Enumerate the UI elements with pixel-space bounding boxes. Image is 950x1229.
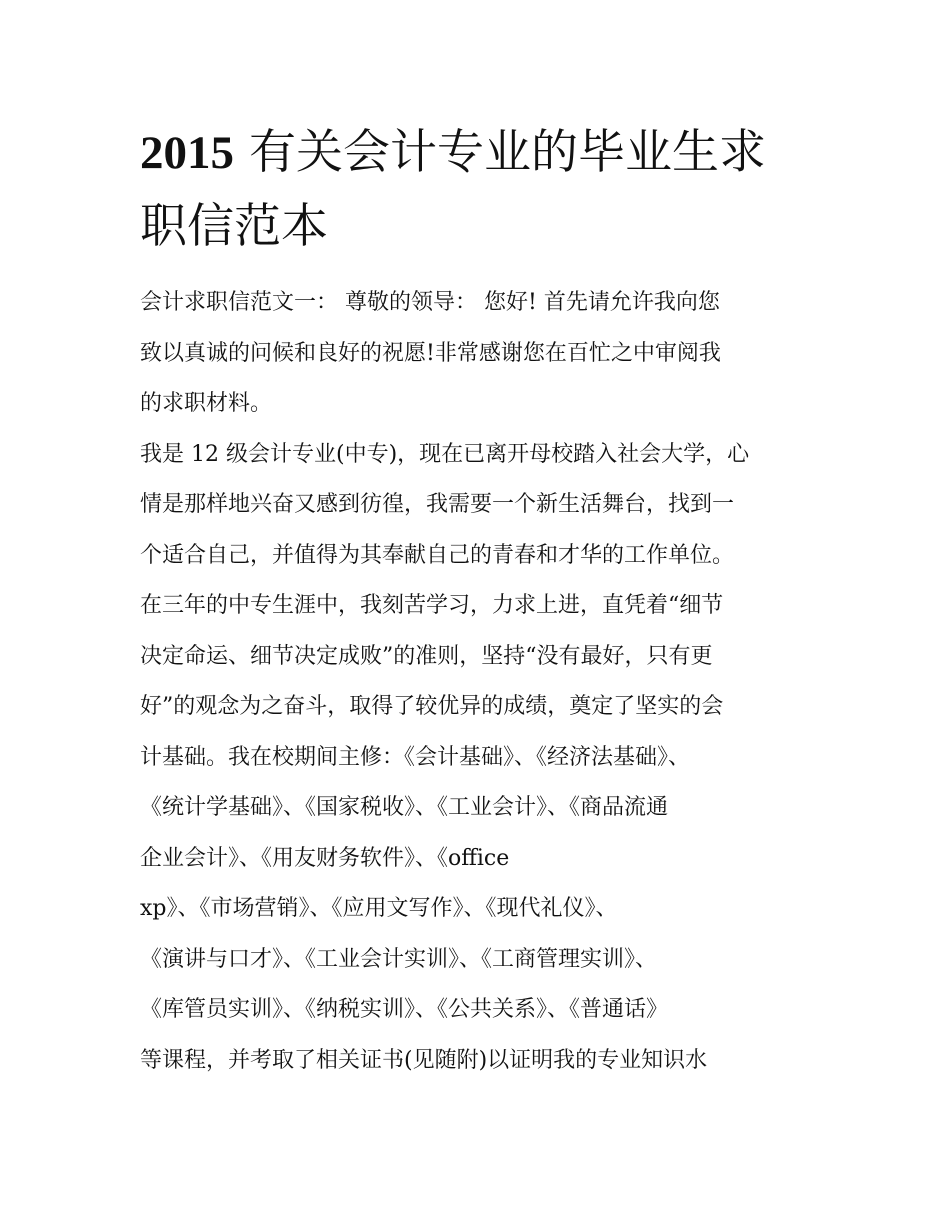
title-text-line1: 有关会计专业的毕业生求 — [248, 125, 766, 180]
text-line: 企业会计》、《用友财务软件》、《office — [140, 845, 510, 871]
title-text-line2: 职信范本 — [140, 199, 328, 254]
text-line: 情是那样地兴奋又感到彷徨，我需要一个新生活舞台，找到一 — [140, 492, 735, 517]
text-line: 计基础。我在校期间主修：《会计基础》、《经济法基础》、 — [140, 744, 691, 770]
text-line: 个适合自己，并值得为其奉献自己的青春和才华的工作单位。 — [140, 542, 735, 568]
text-line: 会计求职信范文一： 尊敬的领导： 您好! 首先请允许我向您 — [140, 290, 720, 315]
text-line: 致以真诚的问候和良好的祝愿!非常感谢您在百忙之中审阅我 — [140, 340, 721, 366]
page-title — [140, 116, 830, 264]
text-line: 等课程，并考取了相关证书(见随附)以证明我的专业知识水 — [140, 1047, 708, 1073]
text-line: 《库管员实训》、《纳税实训》、《公共关系》、《普通话》 — [140, 997, 669, 1022]
text-line: 我是 12 级会计专业(中专)，现在已离开母校踏入社会大学，心 — [140, 441, 750, 467]
body-text — [140, 278, 830, 1086]
text-line: xp》、《市场营销》、《应用文写作》、《现代礼仪》、 — [140, 896, 618, 921]
title-year: 2015 — [140, 127, 234, 179]
text-line: 决定命运、细节决定成败”的准则，坚持“没有最好，只有更 — [140, 643, 713, 669]
text-line: 的求职材料。 — [140, 391, 273, 416]
text-line: 在三年的中专生涯中，我刻苦学习，力求上进，直凭着“细节 — [140, 593, 724, 618]
text-line: 《演讲与口才》、《工业会计实训》、《工商管理实训》、 — [140, 946, 658, 972]
text-line: 《统计学基础》、《国家税收》、《工业会计》、《商品流通 — [140, 795, 669, 820]
text-line: 好”的观念为之奋斗，取得了较优异的成绩，奠定了坚实的会 — [140, 694, 724, 719]
